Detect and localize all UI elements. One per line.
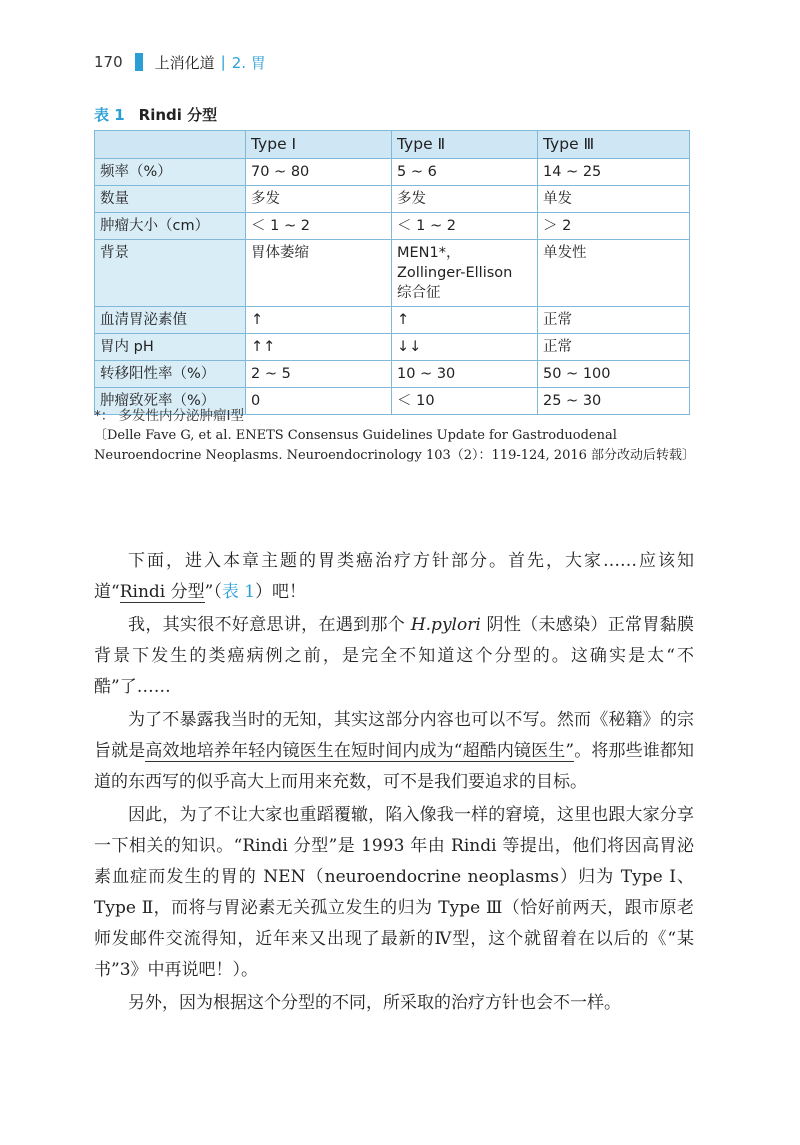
cell-line: MEN1*， [397, 245, 461, 261]
row-header: 肿瘤大小（cm） [95, 213, 246, 240]
table-cell-multiline [392, 240, 538, 307]
table-row [95, 334, 690, 361]
table-reference-link[interactable]: 表 1 [221, 582, 256, 602]
table-row [95, 186, 690, 213]
table-cell: ＞ 2 [538, 213, 690, 240]
row-header: 背景 [95, 240, 246, 307]
section-title: 2. 胃 [231, 53, 266, 72]
chapter-title: 上消化道 [154, 53, 215, 72]
text-span: 。将那些谁都知道的东西写的似乎高大上而用来充数，可不是我们要追求的目标。 [94, 741, 695, 792]
table-row [95, 213, 690, 240]
table-cell: 25 ~ 30 [538, 388, 690, 415]
table-header-row [95, 131, 690, 159]
table-row [95, 307, 690, 334]
text-span: 我，其实很不好意思讲，在遇到那个 [128, 615, 411, 635]
table-source-citation: 〔Delle Fave G, et al. ENETS Consensus Guidelines Update for Gastroduodenal Neuroendocrine Neoplasms. Neuroendocrinology 103（2）：119-124, 2016 部分改动后转载〕 [94, 428, 696, 463]
row-header: 血清胃泌素值 [95, 307, 246, 334]
table-caption [94, 104, 217, 125]
table-title: Rindi 分型 [138, 106, 218, 124]
table-row [95, 361, 690, 388]
running-header [94, 50, 266, 74]
cell-line: 综合征 [397, 285, 441, 301]
table-footnote: *： 多发性内分泌肿瘤Ⅰ型 [94, 408, 245, 424]
row-header: 数量 [95, 186, 246, 213]
column-header-type1: Type Ⅰ [246, 131, 392, 159]
table-cell: ＜ 1 ~ 2 [246, 213, 392, 240]
text-span: 阴性（未感染）正常胃黏膜背景下发生的类癌病例之前，是完全不知道这个分型的。这确实是太“不酷”了…… [94, 615, 695, 697]
table-cell: 10 ~ 30 [392, 361, 538, 388]
paragraph [94, 546, 694, 608]
body-text [94, 546, 694, 1021]
table-row [95, 240, 690, 307]
cell-line: Zollinger-Ellison [397, 265, 513, 281]
table-cell: 正常 [538, 307, 690, 334]
table-cell: 单发 [538, 186, 690, 213]
table-cell: 5 ~ 6 [392, 159, 538, 186]
text-span: ）吧！ [255, 582, 307, 602]
table-cell: 50 ~ 100 [538, 361, 690, 388]
table-row [95, 159, 690, 186]
row-header: 胃内 pH [95, 334, 246, 361]
text-span: 为了不暴露我当时的无知，其实这部分内容也可以不写。然而《秘籍》的宗旨就是 [94, 710, 694, 761]
table-cell: ↓↓ [392, 334, 538, 361]
row-header: 频率（%） [95, 159, 246, 186]
paragraph [94, 705, 694, 798]
table-label: 表 1 [94, 106, 125, 124]
column-header-type2: Type Ⅱ [392, 131, 538, 159]
row-header: 转移阳性率（%） [95, 361, 246, 388]
table-cell: 正常 [538, 334, 690, 361]
text-span: ”（ [204, 582, 222, 602]
table-cell: ＜ 1 ~ 2 [392, 213, 538, 240]
row-header: 肿瘤致死率（%） [95, 388, 246, 415]
table-corner-cell [95, 131, 246, 159]
column-header-type3: Type Ⅲ [538, 131, 690, 159]
text-span: 下面，进入本章主题的胃类癌治疗方针部分。首先，大家……应该知道“ [94, 551, 694, 602]
table-cell: ↑ [392, 307, 538, 334]
rindi-classification-table [94, 130, 690, 415]
page-number: 170 [94, 53, 123, 71]
header-accent-bar [135, 53, 143, 71]
table-cell: 多发 [246, 186, 392, 213]
table-cell: 70 ~ 80 [246, 159, 392, 186]
table-cell: 单发性 [538, 240, 690, 307]
underlined-term: Rindi 分型 [119, 582, 205, 602]
table-cell: 0 [246, 388, 392, 415]
paragraph: 因此，为了不让大家也重蹈覆辙，陷入像我一样的窘境，这里也跟大家分享一下相关的知识。“Rindi 分型”是 1993 年由 Rindi 等提出，他们将因高胃泌素血症而发生的胃的 NEN（neuroendocrine neoplasms）归为 Type Ⅰ、Type Ⅱ，而将与胃泌素无关孤立发生的归为 Type Ⅲ（恰好前两天，跟市原老师发邮件交流得知，近年来又出现了最新的Ⅳ型，这个就留着在以后的《“某书”3》中再说吧！）。 [94, 805, 694, 980]
paragraph [94, 610, 694, 703]
paragraph: 另外，因为根据这个分型的不同，所采取的治疗方针也会不一样。 [128, 993, 621, 1013]
table-cell: ↑ [246, 307, 392, 334]
table-cell: ＜ 10 [392, 388, 538, 415]
header-separator: | [220, 53, 226, 71]
table-cell: 胃体萎缩 [246, 240, 392, 307]
table-cell: 2 ~ 5 [246, 361, 392, 388]
table-cell: 多发 [392, 186, 538, 213]
table-cell: 14 ~ 25 [538, 159, 690, 186]
underlined-phrase: 高效地培养年轻内镜医生在短时间内成为“超酷内镜医生” [145, 741, 575, 761]
italic-term: H.pylori [410, 615, 481, 635]
table-cell: ↑↑ [246, 334, 392, 361]
